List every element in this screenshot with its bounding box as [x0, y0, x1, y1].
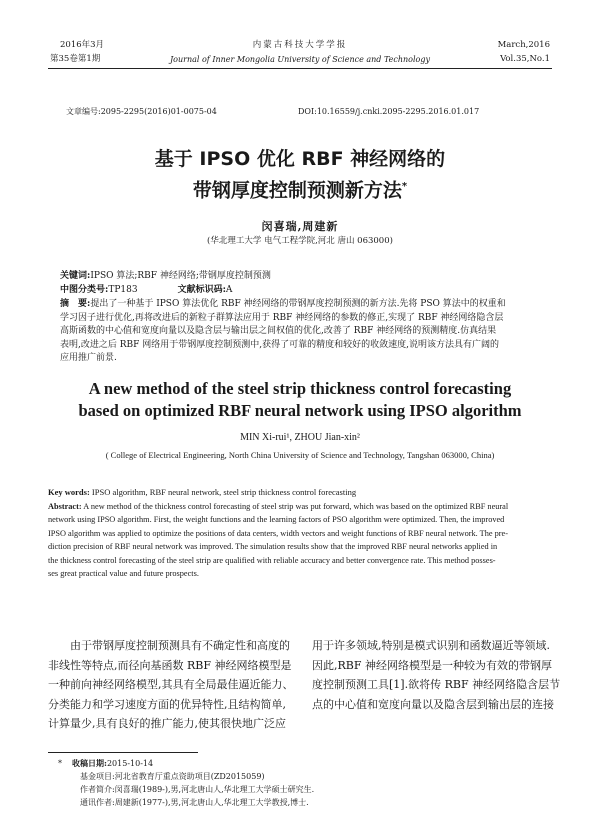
- header-right-issue: Vol.35,No.1: [500, 54, 550, 64]
- abstract-cn-line: 应用推广前景.: [60, 353, 117, 364]
- abstract-cn-label: 摘 要:: [60, 299, 91, 309]
- footnote-received: [58, 758, 548, 770]
- body-line: 非线性等特点,而径向基函数 RBF 神经网络模型是: [48, 658, 292, 672]
- title-cn-line1: 基于 IPSO 优化 RBF 神经网络的: [154, 148, 446, 170]
- received-label: 收稿日期:: [72, 758, 107, 768]
- abstract-en-line: diction precision of RBF neural network was improved. The simulation results show that the improved RBF neural networks applied in: [48, 542, 498, 552]
- title-en-line1: A new method of the steel strip thickness control forecasting: [88, 379, 512, 398]
- footnote-marker: *: [58, 759, 62, 768]
- footnote-author1: 作者简介:闵喜瑞(1989-),男,河北唐山人,华北理工大学硕士研究生.: [80, 785, 315, 794]
- abstract-en-line: [48, 500, 558, 513]
- abstract-en-line-text: A new method of the thickness control forecasting of steel strip was put forward, which was based on the optimized RBF neural: [83, 502, 509, 511]
- abstract-en: [48, 500, 558, 580]
- abstract-en-line: IPSO algorithm was applied to optimize the positions of data centers, width vectors and weight functions of RBF neural network. The pre-: [48, 528, 508, 538]
- body-line: 用于许多领域,特别是模式识别和函数逼近等领域.: [312, 639, 550, 652]
- body-line: 分类能力和学习速度方面的优异特性,且结构简单,: [48, 697, 286, 711]
- abstract-cn-line: 表明,改进之后 RBF 网络用于带钢厚度控制预测中,获得了可靠的精度和较好的收敛速度,说明该方法具有广阔的: [60, 339, 499, 350]
- journal-title-cn: 内蒙古科技大学学报: [252, 40, 348, 50]
- keywords-en: [48, 486, 558, 500]
- keywords-en-label: Key words:: [48, 487, 90, 497]
- article-number: 文章编号:2095-2295(2016)01-0075-04: [66, 107, 217, 116]
- footnote-author2: 通讯作者:周建新(1977-),男,河北唐山人,华北理工大学教授,博士.: [80, 798, 309, 807]
- doi: DOI:10.16559/j.cnki.2095-2295.2016.01.017: [298, 107, 480, 116]
- doc-code-label: 文献标识码:: [177, 285, 226, 295]
- clc-value: TP183: [108, 285, 138, 295]
- body-line: 度控制预测工具[1].欲将传 RBF 神经网络隐含层节: [312, 678, 561, 691]
- keywords-en-text: IPSO algorithm, RBF neural network, steel strip thickness control forecasting: [91, 487, 357, 497]
- header-left-issue: 第35卷第1期: [50, 54, 101, 64]
- classification: [60, 284, 550, 298]
- body-line: 一种前向神经网络模型,其具有全局最佳逼近能力、: [48, 678, 294, 691]
- abstract-en-line: the thickness control forecasting of the steel strip are qualified with reliable accuracy and better convergence rate. This method posses-: [48, 555, 496, 565]
- received-date: 2015-10-14: [106, 759, 154, 768]
- abstract-cn: [60, 298, 554, 366]
- abstract-cn-line-text: 提出了一种基于 IPSO 算法优化 RBF 神经网络的带钢厚度控制预测的新方法.先将 PSO 算法中的权重和: [90, 299, 506, 309]
- header-rule: [48, 68, 552, 69]
- footnote-fund: 基金项目:河北省教育厅重点资助项目(ZD2015059): [80, 772, 265, 781]
- header-right-date: March,2016: [497, 40, 550, 50]
- abstract-cn-line: 高斯函数的中心值和宽度向量以及隐含层与输出层之间权值的优化,改善了 RBF 神经网络的预测精度.仿真结果: [60, 326, 497, 337]
- body-line: 计算量少,具有良好的推广能力,使其很快地广泛应: [48, 717, 286, 730]
- abstract-en-line: network using IPSO algorithm. First, the weight functions and the learning factors of PSO algorithm were optimized. Then, the improved: [48, 515, 505, 525]
- keywords-cn-label: 关键词:: [60, 271, 91, 281]
- affiliation-en: ( College of Electrical Engineering, North China University of Science and Technology, Tangshan 063000, China): [105, 450, 495, 460]
- header-left-date: 2016年3月: [60, 40, 105, 50]
- title-cn-line2: [0, 174, 600, 203]
- title-footnote-mark: *: [401, 181, 408, 192]
- footnote-rule: [48, 752, 198, 753]
- abstract-cn-line: 学习因子进行优化,再将改进后的新粒子群算法应用于 RBF 神经网络的参数的修正,实现了 RBF 神经网络隐含层: [60, 312, 504, 323]
- authors-en: MIN Xi-rui¹, ZHOU Jian-xin²: [240, 432, 360, 443]
- affiliation-cn: (华北理工大学 电气工程学院,河北 唐山 063000): [207, 236, 393, 246]
- body-line: 由于带钢厚度控制预测具有不确定性和高度的: [70, 639, 290, 652]
- authors-cn: 闵喜瑞,周建新: [261, 220, 339, 233]
- body-line: 因此,RBF 神经网络模型是一种较为有效的带钢厚: [312, 658, 552, 672]
- abstract-cn-line: [60, 298, 554, 312]
- body-line: 点的中心值和宽度向量以及隐含层到输出层的连接: [312, 697, 554, 711]
- journal-title-en: Journal of Inner Mongolia University of Science and Technology: [169, 55, 431, 64]
- keywords-cn-text: IPSO 算法;RBF 神经网络;带钢厚度控制预测: [90, 271, 271, 281]
- body-right-column: [312, 636, 564, 714]
- doc-code-value: A: [225, 285, 233, 295]
- title-en-line2: based on optimized RBF neural network using IPSO algorithm: [78, 401, 522, 420]
- abstract-en-label: Abstract:: [48, 502, 82, 511]
- keywords-cn: [60, 270, 550, 284]
- clc-label: 中图分类号:: [60, 285, 109, 295]
- abstract-en-line: ses great practical value and future prospects.: [48, 569, 199, 579]
- body-left-column: [48, 636, 302, 734]
- title-cn-line2-text: 带钢厚度控制预测新方法: [192, 179, 402, 202]
